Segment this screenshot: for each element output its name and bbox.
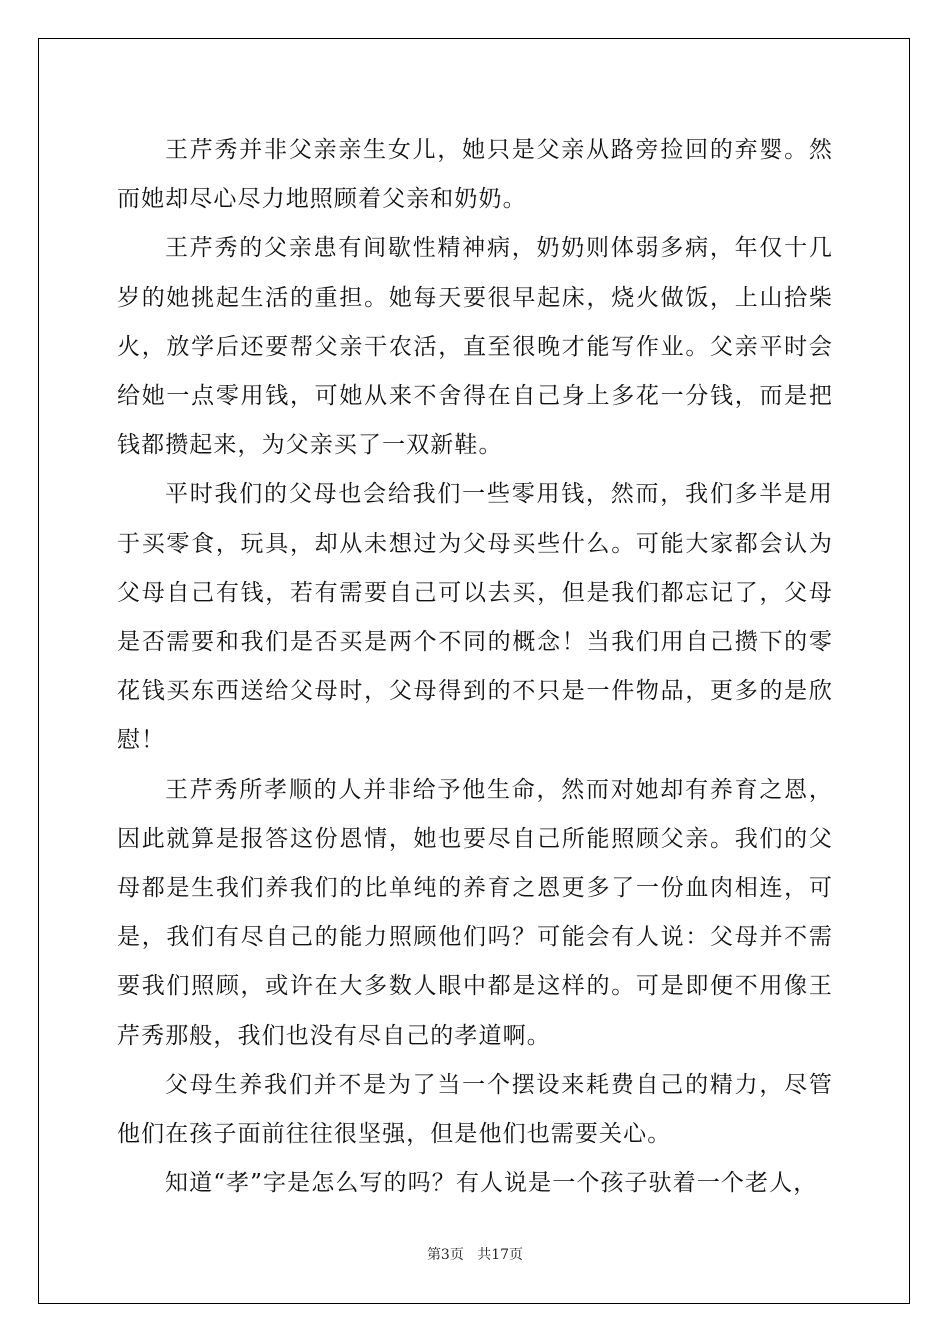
paragraph: 王芹秀的父亲患有间歇性精神病，奶奶则体弱多病，年仅十几岁的她挑起生活的重担。她每天要很早起床，烧火做饭，上山拾柴火，放学后还要帮父亲干农活，直至很晚才能写作业。父亲平时会给她一点零用钱，可她从来不舍得在自己身上多花一分钱，而是把钱都攒起来，为父亲买了一双新鞋。 xyxy=(117,235,833,459)
paragraph: 王芹秀并非父亲亲生女儿，她只是父亲从路旁捡回的弃婴。然而她却尽心尽力地照顾着父亲和奶奶。 xyxy=(117,137,833,213)
total-pages: 共17页 xyxy=(477,1247,524,1263)
paragraph: 王芹秀所孝顺的人并非给予他生命，然而对她却有养育之恩，因此就算是报答这份恩情，她也要尽自己所能照顾父亲。我们的父母都是生我们养我们的比单纯的养育之恩更多了一份血肉相连，可是，我们有尽自己的能力照顾他们吗？可能会有人说：父母并不需要我们照顾，或许在大多数人眼中都是这样的。可是即便不用像王芹秀那般，我们也没有尽自己的孝道啊。 xyxy=(117,776,833,1049)
page-footer xyxy=(0,1244,950,1264)
paragraph: 父母生养我们并不是为了当一个摆设来耗费自己的精力，尽管他们在孩子面前往往很坚强，但是他们也需要关心。 xyxy=(117,1071,833,1148)
paragraph: 知道“孝”字是怎么写的吗？有人说是一个孩子驮着一个老人， xyxy=(165,1170,818,1197)
paragraph: 平时我们的父母也会给我们一些零用钱，然而，我们多半是用于买零食，玩具，却从未想过为父母买些什么。可能大家都会认为父母自己有钱，若有需要自己可以去买，但是我们都忘记了，父母是否需要和我们是否买是两个不同的概念！当我们用自己攒下的零花钱买东西送给父母时，父母得到的不只是一件物品，更多的是欣慰！ xyxy=(117,481,833,754)
page-number: 第3页 xyxy=(426,1247,464,1263)
document-body xyxy=(117,126,833,1208)
